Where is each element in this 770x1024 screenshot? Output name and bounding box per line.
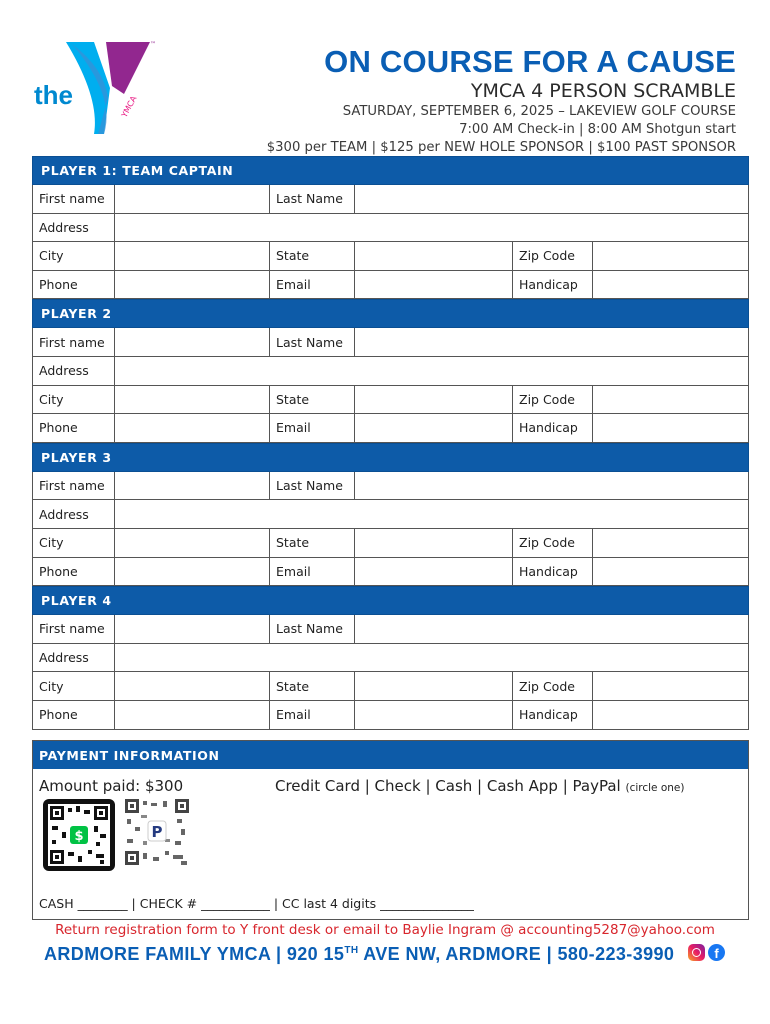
last-name-label: Last Name <box>270 328 355 356</box>
svg-text:P: P <box>151 823 163 841</box>
circle-one-note: (circle one) <box>625 782 685 794</box>
player-4-heading: PLAYER 4 <box>32 586 749 615</box>
handicap-label: Handicap <box>513 271 593 299</box>
event-times: 7:00 AM Check-in | 8:00 AM Shotgun start <box>459 122 736 137</box>
player-1-state-field[interactable] <box>355 242 513 270</box>
player-3-city-row <box>32 529 749 558</box>
player-4-state-field[interactable] <box>355 672 513 700</box>
event-date-location: SATURDAY, SEPTEMBER 6, 2025 – LAKEVIEW GOLF COURSE <box>342 104 736 119</box>
player-2-name-row <box>32 328 749 357</box>
zip-label: Zip Code <box>513 242 593 270</box>
player-3-zip-field[interactable] <box>593 529 748 557</box>
first-name-label: First name <box>33 615 115 643</box>
event-title: ON COURSE FOR A CAUSE <box>324 44 736 79</box>
zip-label: Zip Code <box>513 672 593 700</box>
handicap-label: Handicap <box>513 701 593 729</box>
social-links <box>688 944 725 961</box>
paypal-qr-icon[interactable] <box>125 799 189 865</box>
return-instructions: Return registration form to Y front desk or email to Baylie Ingram @ accounting5287@yahoo.com <box>55 922 715 938</box>
player-2-zip-field[interactable] <box>593 386 748 414</box>
phone-label: Phone <box>33 271 115 299</box>
player-2-last-name-field[interactable] <box>355 328 748 356</box>
email-label: Email <box>270 701 355 729</box>
player-3-phone-field[interactable] <box>115 558 270 586</box>
address-label: Address <box>33 644 115 672</box>
facebook-icon[interactable]: f <box>708 944 725 961</box>
player-3-name-row <box>32 472 749 501</box>
state-label: State <box>270 672 355 700</box>
player-2-address-row <box>32 357 749 386</box>
player-1-phone-row <box>32 271 749 300</box>
player-4-address-row <box>32 644 749 673</box>
player-3-heading: PLAYER 3 <box>32 443 749 472</box>
player-4-first-name-field[interactable] <box>115 615 270 643</box>
player-1-address-field[interactable] <box>115 214 748 242</box>
address-label: Address <box>33 214 115 242</box>
instagram-icon[interactable] <box>688 944 705 961</box>
payment-methods-list[interactable]: Credit Card | Check | Cash | Cash App | PayPal <box>275 777 621 795</box>
address-label: Address <box>33 357 115 385</box>
player-2-address-field[interactable] <box>115 357 748 385</box>
player-2-heading: PLAYER 2 <box>32 299 749 328</box>
logo-the-text: the <box>34 80 73 110</box>
city-label: City <box>33 386 115 414</box>
player-3-last-name-field[interactable] <box>355 472 748 500</box>
player-1-city-field[interactable] <box>115 242 270 270</box>
player-1-email-field[interactable] <box>355 271 513 299</box>
player-3-state-field[interactable] <box>355 529 513 557</box>
player-3-handicap-field[interactable] <box>593 558 748 586</box>
last-name-label: Last Name <box>270 472 355 500</box>
player-1-phone-field[interactable] <box>115 271 270 299</box>
player-2-phone-field[interactable] <box>115 414 270 442</box>
player-3-email-field[interactable] <box>355 558 513 586</box>
payment-fields[interactable]: CASH ________ | CHECK # ___________ | CC last 4 digits _______________ <box>39 896 474 911</box>
player-4-name-row <box>32 615 749 644</box>
phone-label: Phone <box>33 414 115 442</box>
ymca-y-icon <box>64 38 156 138</box>
player-4-city-field[interactable] <box>115 672 270 700</box>
player-1-first-name-field[interactable] <box>115 185 270 213</box>
player-1-handicap-field[interactable] <box>593 271 748 299</box>
state-label: State <box>270 242 355 270</box>
registration-form <box>32 156 749 730</box>
zip-label: Zip Code <box>513 386 593 414</box>
player-3-city-field[interactable] <box>115 529 270 557</box>
player-4-phone-row <box>32 701 749 730</box>
phone-label: Phone <box>33 558 115 586</box>
player-1-address-row <box>32 214 749 243</box>
last-name-label: Last Name <box>270 185 355 213</box>
player-2-handicap-field[interactable] <box>593 414 748 442</box>
player-2-state-field[interactable] <box>355 386 513 414</box>
player-3-address-row <box>32 500 749 529</box>
state-label: State <box>270 529 355 557</box>
email-label: Email <box>270 558 355 586</box>
player-3-phone-row <box>32 558 749 587</box>
player-1-city-row <box>32 242 749 271</box>
first-name-label: First name <box>33 472 115 500</box>
cash-app-qr-icon[interactable] <box>43 799 115 871</box>
state-label: State <box>270 386 355 414</box>
player-2-city-field[interactable] <box>115 386 270 414</box>
player-4-zip-field[interactable] <box>593 672 748 700</box>
player-4-phone-field[interactable] <box>115 701 270 729</box>
player-4-city-row <box>32 672 749 701</box>
player-2-city-row <box>32 386 749 415</box>
event-pricing: $300 per TEAM | $125 per NEW HOLE SPONSOR | $100 PAST SPONSOR <box>266 140 736 155</box>
player-1-zip-field[interactable] <box>593 242 748 270</box>
payment-section <box>32 740 749 920</box>
email-label: Email <box>270 271 355 299</box>
ymca-logo <box>32 38 160 138</box>
zip-label: Zip Code <box>513 529 593 557</box>
player-2-first-name-field[interactable] <box>115 328 270 356</box>
city-label: City <box>33 529 115 557</box>
last-name-label: Last Name <box>270 615 355 643</box>
player-4-handicap-field[interactable] <box>593 701 748 729</box>
city-label: City <box>33 242 115 270</box>
phone-label: Phone <box>33 701 115 729</box>
address-label: Address <box>33 500 115 528</box>
player-2-phone-row <box>32 414 749 443</box>
email-label: Email <box>270 414 355 442</box>
first-name-label: First name <box>33 185 115 213</box>
ymca-address: ARDMORE FAMILY YMCA | 920 15TH AVE NW, ARDMORE | 580-223-3990 <box>44 944 675 964</box>
event-subtitle: YMCA 4 PERSON SCRAMBLE <box>470 80 736 102</box>
player-4-email-field[interactable] <box>355 701 513 729</box>
payment-methods[interactable] <box>275 777 684 795</box>
player-1-last-name-field[interactable] <box>355 185 748 213</box>
amount-paid: Amount paid: $300 <box>39 777 184 795</box>
player-1-name-row <box>32 185 749 214</box>
player-4-last-name-field[interactable] <box>355 615 748 643</box>
handicap-label: Handicap <box>513 558 593 586</box>
player-3-address-field[interactable] <box>115 500 748 528</box>
player-1-heading: PLAYER 1: TEAM CAPTAIN <box>32 156 749 185</box>
player-4-address-field[interactable] <box>115 644 748 672</box>
svg-text:™: ™ <box>150 41 156 48</box>
city-label: City <box>33 672 115 700</box>
logo-ymca-text: YMCA <box>119 94 139 119</box>
player-3-first-name-field[interactable] <box>115 472 270 500</box>
player-2-email-field[interactable] <box>355 414 513 442</box>
payment-heading: PAYMENT INFORMATION <box>33 741 748 769</box>
first-name-label: First name <box>33 328 115 356</box>
handicap-label: Handicap <box>513 414 593 442</box>
svg-text:$: $ <box>74 829 84 844</box>
